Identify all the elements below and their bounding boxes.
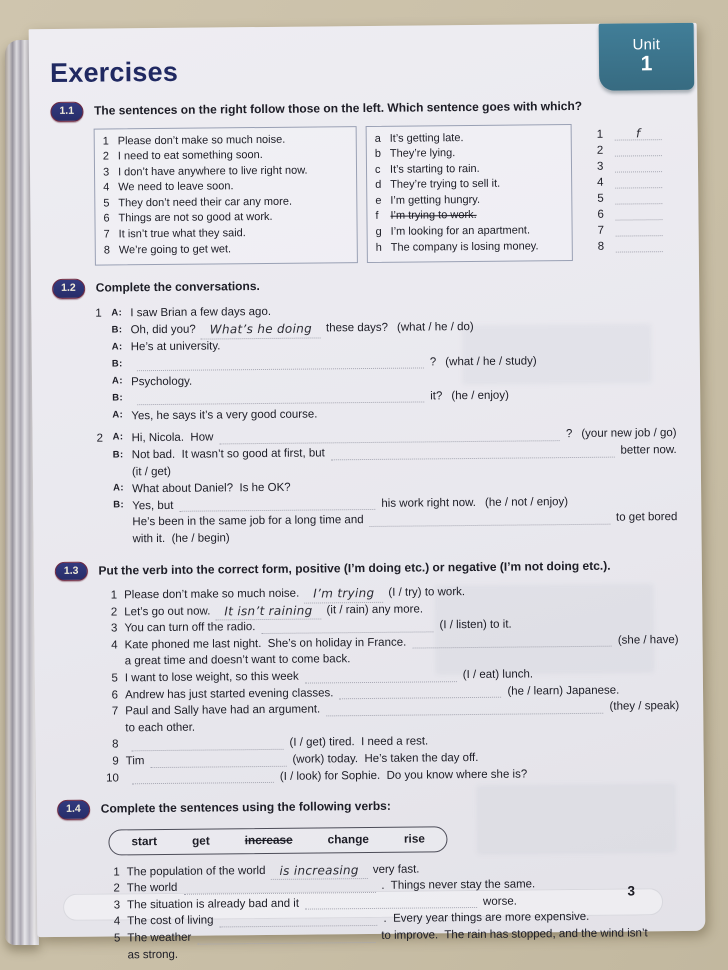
handwritten-answer: I’m trying: [304, 585, 383, 603]
answer-blank: [137, 357, 424, 372]
handwritten-answer: It isn’t raining: [215, 602, 321, 621]
answer-blank: [150, 754, 286, 767]
answer-row: 5: [597, 188, 662, 205]
list-item: e I’m getting hungry.: [375, 193, 481, 207]
answer-row: 6: [597, 204, 662, 221]
answer-blank: [616, 222, 663, 236]
page-content: [29, 23, 706, 961]
exercise-instruction: Put the verb into the correct form, positive (I’m doing etc.) or negative (I’m not doing etc.).: [98, 558, 611, 578]
page-number: 3: [627, 883, 636, 899]
answer-row: 2: [597, 140, 662, 157]
exercise-number-badge: 1.3: [55, 561, 88, 581]
answer-blank: [326, 702, 603, 717]
exercise-item: 9 Tim (work) today. He’s taken the day off.: [112, 751, 479, 768]
verb-option-crossed-out: increase: [244, 832, 293, 847]
dialogue-line: B: ? (what / he / study): [111, 354, 537, 370]
dialogue-line: 2 A: Hi, Nicola. How ? (your new job / go): [96, 426, 677, 445]
answer-row: 8: [598, 236, 663, 253]
handwritten-answer: is increasing: [270, 862, 367, 881]
answer-blank: [615, 174, 662, 188]
page-title: Exercises: [49, 56, 179, 89]
exercise-item: 4 Kate phoned me last night. She’s on holiday in France. (she / have): [111, 633, 679, 652]
exercise-item: 1 The population of the world is increasing very fast.: [101, 859, 681, 881]
answer-blank: [132, 771, 274, 784]
answer-blank: [219, 429, 560, 444]
list-item: 2 I need to eat something soon.: [102, 149, 263, 163]
answer-row: 7: [598, 220, 663, 237]
answer-row: 1 f: [597, 124, 662, 141]
answer-blank: [305, 670, 457, 683]
list-item: 6 Things are not so good at work.: [103, 211, 273, 225]
dialogue-line: A: Yes, he says it’s a very good course.: [112, 408, 318, 423]
dialogue-line: A: He’s at university.: [111, 340, 221, 354]
exercise-1-2-header: [52, 273, 675, 298]
exercise-item: 4 The cost of living . Every year things are more expensive.: [113, 911, 590, 928]
dialogue-line: B: it? (he / enjoy): [112, 389, 509, 404]
answer-blank: [615, 126, 662, 140]
exercise-item: 3 You can turn off the radio. (I / listen) to it.: [110, 618, 512, 635]
list-item: 7 It isn’t true what they said.: [103, 227, 246, 241]
answer-column: [597, 123, 663, 261]
answer-blank: [339, 686, 501, 700]
handwritten-answer: What’s he doing: [201, 321, 321, 340]
exercise-number-badge: 1.1: [50, 102, 83, 122]
exercise-number-badge: 1.2: [52, 279, 85, 299]
exercise-instruction: Complete the conversations.: [95, 279, 260, 295]
exercise-item: 2 Let’s go out now. It isn’t raining (it / rain) any more.: [98, 599, 678, 621]
list-item: g I’m looking for an apartment.: [375, 224, 531, 238]
exercise-item: 3 The situation is already bad and it worse.: [113, 895, 517, 912]
list-item: b They’re lying.: [374, 147, 456, 161]
exercise-item-continuation: as strong.: [127, 948, 179, 961]
answer-blank: [412, 635, 612, 649]
answer-blank: [331, 445, 615, 460]
exercise-item: 1 Please don’t make so much noise. I’m trying (I / try) to work.: [110, 585, 466, 602]
exercise-1-3-items: [55, 582, 680, 787]
answer-row: 4: [597, 172, 662, 189]
verb-option: start: [131, 833, 158, 848]
exercise-1-3-header: [55, 556, 678, 581]
dialogue-line: B: Yes, but his work right now. (he / not / enjoy): [113, 495, 569, 513]
exercise-item-continuation: to each other.: [125, 721, 196, 735]
exercise-1-1-header: [50, 96, 673, 121]
answer-row: 3: [597, 156, 662, 173]
exercise-item: 5 The weather to improve. The rain has stopped, and the wind isn’t: [113, 927, 648, 945]
conversation-1: [95, 300, 676, 425]
conversation-2: [97, 424, 678, 548]
exercise-item-continuation: a great time and doesn’t want to come back.: [124, 653, 351, 668]
answer-blank: [137, 391, 424, 406]
dialogue-line: A: What about Daniel? Is he OK?: [113, 481, 291, 495]
list-item: h The company is losing money.: [375, 239, 539, 254]
list-item: a It’s getting late.: [374, 131, 464, 145]
dialogue-line: A: Psychology.: [111, 375, 193, 388]
exercise-item: 10 (I / look) for Sophie. Do you know where she is?: [105, 768, 528, 785]
dialogue-line: B: Oh, did you? What’s he doing these days? (what / he / do): [95, 317, 675, 340]
exercise-1-4-header: [57, 794, 680, 819]
answer-blank: [305, 896, 477, 910]
dialogue-line: (it / get): [131, 465, 171, 478]
answer-blank: [615, 190, 662, 204]
answer-blank: [370, 513, 610, 527]
list-item: c It’s starting to rain.: [374, 162, 480, 176]
book-page: [29, 23, 706, 961]
answer-blank: [219, 914, 377, 928]
exercise-item: 2 The world . Things never stay the same.: [113, 878, 536, 895]
unit-number: 1: [640, 52, 653, 76]
list-item: 3 I don’t have anywhere to live right now.: [102, 164, 308, 179]
answer-blank: [197, 931, 375, 945]
list-item: d They’re trying to sell it.: [375, 177, 501, 192]
exercise-instruction: The sentences on the right follow those on the left. Which sentence goes with which?: [93, 98, 583, 118]
exercise-item: 5 I want to lose weight, so this week (I / eat) lunch.: [111, 668, 534, 685]
list-item: 1 Please don’t make so much noise.: [102, 133, 286, 148]
exercise-number-badge: 1.4: [57, 800, 90, 820]
exercise-item: 7 Paul and Sally have had an argument. (they / speak): [111, 700, 680, 718]
answer-blank: [131, 738, 283, 751]
answer-blank: [615, 158, 662, 172]
dialogue-line: with it. (he / begin): [132, 532, 230, 546]
exercise-instruction: Complete the sentences using the following verbs:: [100, 798, 391, 816]
answer-blank: [179, 498, 375, 512]
answer-blank: [261, 620, 433, 634]
unit-label: Unit: [632, 36, 661, 54]
verb-option: change: [327, 831, 369, 847]
dialogue-line: B: Not bad. It wasn’t so good at first, but better now.: [112, 444, 677, 462]
right-sentence-box: [366, 124, 573, 264]
left-sentence-box: [94, 126, 358, 266]
verb-option: rise: [403, 831, 425, 846]
list-item: 8 We’re going to get wet.: [103, 242, 232, 257]
handwritten-answer: f: [635, 125, 641, 140]
list-item: 4 We need to leave soon.: [103, 180, 234, 194]
list-item-crossed-out: f I’m trying to work.: [375, 209, 477, 223]
answer-blank: [615, 142, 662, 156]
answer-blank: [615, 206, 662, 220]
exercise-item: 8 (I / get) tired. I need a rest.: [112, 735, 429, 751]
answer-blank: [616, 238, 663, 252]
dialogue-line: 1 A: I saw Brian a few days ago.: [95, 306, 272, 320]
list-item: 5 They don’t need their car any more.: [103, 195, 293, 210]
answer-blank: [183, 881, 375, 895]
matching-exercise: [94, 123, 675, 266]
dialogue-line: He’s been in the same job for a long time and to get bored: [132, 511, 678, 529]
exercise-1-4-items: [58, 859, 682, 965]
verb-option: get: [191, 833, 210, 848]
verb-choice-box: [108, 826, 448, 855]
exercise-item: 6 Andrew has just started evening classes. (he / learn) Japanese.: [111, 684, 620, 702]
